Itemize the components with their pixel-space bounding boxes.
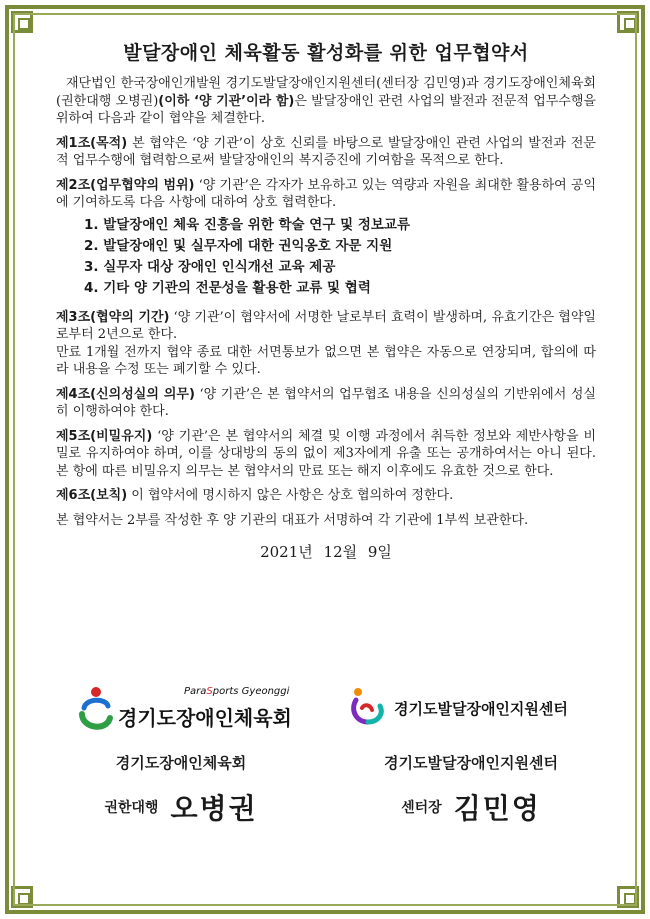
support-center-emblem-icon [346,684,388,728]
logo-org-name: 경기도장애인체육회 [118,706,292,730]
signatory-role: 권한대행 [104,800,159,816]
tagline-s: S [206,686,213,697]
logo-org-name: 경기도발달장애인지원센터 [394,700,568,718]
agreement-body [56,38,596,578]
intro-bold: (이하 ‘양 기관’이라 함) [158,93,295,109]
intro-text-rest: 은 발달장애인 관련 사업의 발전과 전문적 업무수행을 위하여 다음과 같이 협약을 체결한다. [56,93,596,126]
signatory [346,787,596,827]
support-center-logo [346,684,606,734]
tagline-para: Para [184,686,207,697]
signature-right [346,752,596,827]
signature-left [56,752,306,827]
cooperation-items [84,215,596,299]
signatory-name: 오병권 [170,792,258,825]
article-body: ‘양 기관’이 협약서에 서명한 날로부터 효력이 발생하며, 유효기간은 협약일로부터 2년으로 한다. [56,309,596,342]
article-body: ‘양 기관’은 본 협약서의 업무협조 내용을 신의성실의 기반위에서 성실히 이행하여야 한다. [56,386,596,419]
article-body: ‘양 기관’은 본 협약서의 체결 및 이행 과정에서 취득한 정보와 제반사항을 비밀로 유지하여야 하며, 이를 상대방의 동의 없이 제3자에게 유출 또는 공개하여서는 아니 된다. 본 항에 따른 비밀유지 의무는 본 협약서의 만료 또는 해지 이후에도 유효한 것으로 한다. [56,428,596,479]
signatory-org: 경기도장애인체육회 [115,754,247,772]
signature-block [56,752,596,832]
article-5 [56,428,596,481]
list-item: 2. 발달장애인 및 실무자에 대한 권익옹호 자문 지원 [84,237,393,254]
article-3 [56,309,596,344]
article-heading: 제1조(목적) [56,135,128,151]
article-heading: 제2조(업무협약의 범위) [56,177,195,193]
document-title: 발달장애인 체육활동 활성화를 위한 업무협약서 [123,42,529,64]
article-6 [56,487,596,505]
tagline-rest: ports Gyeonggi [212,686,290,697]
article-heading: 제5조(비밀유지) [56,428,153,444]
article-4 [56,386,596,421]
para-sports-emblem-icon [76,684,116,736]
article-heading: 제4조(신의성실의 의무) [56,386,195,402]
article-body: ‘양 기관’은 각자가 보유하고 있는 역량과 자원을 최대한 활용하여 공익에 기여하도록 다음 사항에 대하여 상호 협력한다. [56,177,596,210]
para-sports-tagline [184,686,289,697]
article-2 [56,177,596,212]
closing-paragraph: 본 협약서는 2부를 작성한 후 양 기관의 대표가 서명하여 각 기관에 1부씩 보관한다. [56,512,529,528]
article-1 [56,135,596,170]
signatory [56,787,306,827]
signatory-role: 센터장 [401,800,442,816]
article-3-extra: 만료 1개월 전까지 협약 종료 대한 서면통보가 없으면 본 협약은 자동으로 연장되며, 합의에 따라 내용을 수정 또는 폐기할 수 있다. [56,344,596,377]
logo-row [56,680,596,740]
article-heading: 제6조(보칙) [56,488,128,503]
list-item: 4. 기타 양 기관의 전문성을 활용한 교류 및 협력 [84,279,371,296]
article-body: 본 협약은 ‘양 기관’이 상호 신뢰를 바탕으로 발달장애인 관련 사업의 발전과 전문적 업무수행에 협력함으로써 발달장애인의 복지증진에 기여함을 목적으로 한다. [56,135,596,168]
signatory-name: 김민영 [453,792,541,825]
agreement-date: 2021년 12월 9일 [260,543,392,561]
signatory-org: 경기도발달장애인지원센터 [384,754,558,772]
intro-paragraph [56,75,596,128]
list-item: 1. 발달장애인 체육 진흥을 위한 학술 연구 및 정보교류 [84,216,410,233]
para-sports-logo [76,680,316,740]
article-body: 이 협약서에 명시하지 않은 사항은 상호 협의하여 정한다. [127,488,454,503]
intro-text: 재단법인 한국장애인개발원 경기도발달장애인지원센터(센터장 김민영)과 경기도장애인체육회(권한대행 오병권) [56,76,596,109]
article-heading: 제3조(협약의 기간) [56,309,170,325]
list-item: 3. 실무자 대상 장애인 인식개선 교육 제공 [84,258,336,275]
